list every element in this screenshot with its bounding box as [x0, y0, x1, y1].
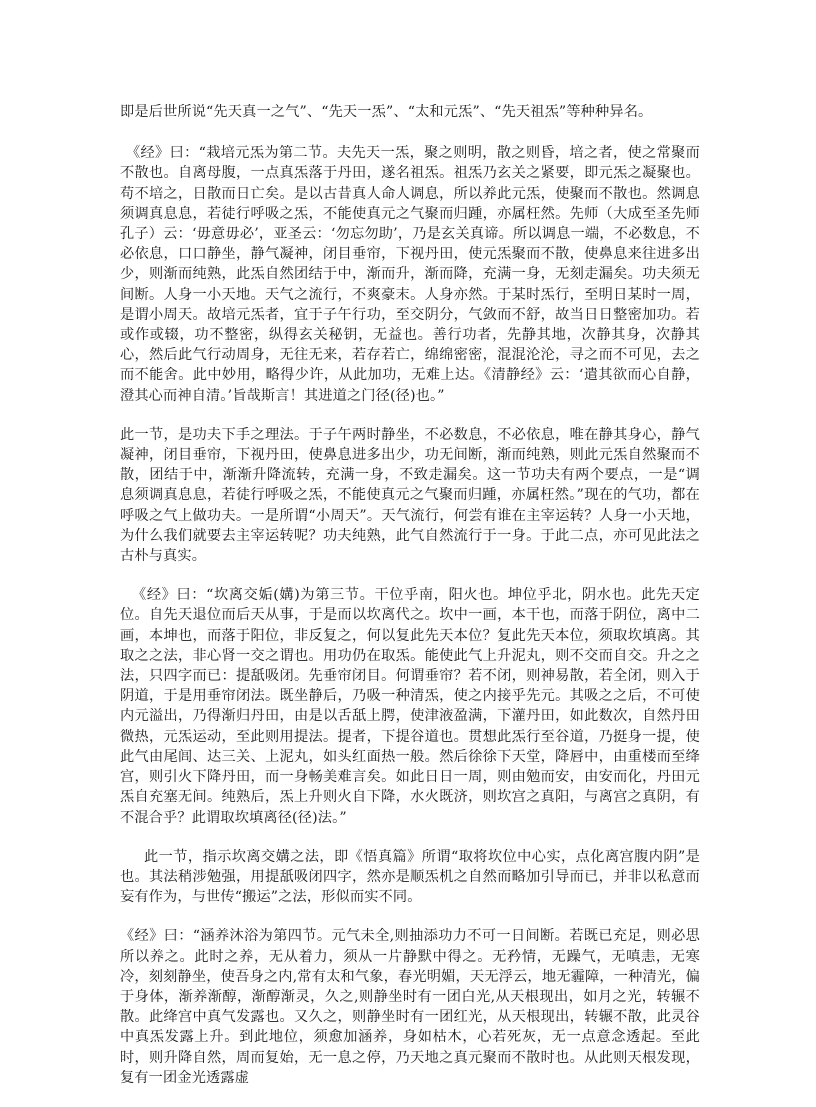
document-page — [120, 102, 700, 1107]
paragraph-section-two-commentary: 此一节，是功夫下手之理法。于子午两时静坐，不必数息，不必依息，唯在静其身心，静气凝神，闭目垂帘，下视丹田，使鼻息进多出少，功无间断，渐而纯熟，则此元炁自然聚而不散，团结于中，渐渐升降流转，充满一身，不致走漏矣。这一节功夫有两个要点，一是“调息须调真息息，若徒行呼吸之炁，不能使真元之气聚而归踵，亦属枉然。”现在的气功，都在呼吸之气上做功夫。一是所谓“小周天”。天气流行，何尝有谁在主宰运转？人身一小天地，为什么我们就要去主宰运转呢？功夫纯熟，此气自然流行于一身。于此二点，亦可见此法之古朴与真实。 — [120, 426, 700, 565]
paragraph-intro-names: 即是后世所说“先天真一之气”、“先天一炁”、“太和元炁”、“先天祖炁”等种种异名。 — [120, 104, 653, 120]
paragraph-section-four-scripture: 《经》曰：“涵养沐浴为第四节。元气未全,则抽添功力不可一日间断。若既已充足，则必思所以养之。此时之养，无从着力，须从一片静默中得之。无矜情，无躁气，无嗔恚，无寒冷，刻刻静坐，使吾身之内,常有太和气象，春光明媚，天无浮云，地无霾障，一种清光，偏于身体，渐养渐醇，渐醇渐灵，久之,则静坐时有一团白光,从天根现出，如月之光，转辗不散。此绛宫中真气发露也。又久之，则静坐时有一团红光，从天根现出，转辗不散，此灵谷中真炁发露上升。到此地位，须愈加涵养，身如枯木，心若死灰，无一点意念透起。至此时，则升降自然，周而复始，无一息之停，乃天地之真元聚而不散时也。从此则天根发现，复有一团金光透露虚 — [120, 928, 700, 1086]
paragraph-section-three-scripture: 《经》曰：“坎离交姤(媾)为第三节。干位乎南，阳火也。坤位乎北，阴水也。此先天定位。自先天退位而后天从事，于是而以坎离代之。坎中一画，本干也，而落于阴位，离中二画，本坤也，而落于阳位，非反复之，何以复此先天本位？复此先天本位，须取坎填离。其取之之法，非心肾一交之谓也。用功仍在取炁。能使此气上升泥丸，则不交而自交。升之之法，只四字而已：提舐吸闭。先垂帘闭目。何谓垂帘？若不闭，则神易散，若全闭，则入于阴道，于是用垂帘闭法。既坐静后，乃吸一种清炁，使之内接乎先元。其吸之之后，不可使内元溢出，乃得渐归丹田，由是以舌舐上腭，使津液盈满，下灌丹田，如此数次，自然丹田微热，元炁运动，至此则用提法。提者，下提谷道也。贯想此炁行至谷道，乃挺身一提，使此气由尾闾、达三关、上泥丸，如头红面热一般。然后徐徐下天堂，降唇中，由重楼而至绛宫，则引火下降丹田，而一身畅美难言矣。如此日日一周，则由勉而安，由安而化，丹田元炁自充塞无间。纯熟后，炁上升则火自下降，水火既济，则坎宫之真阳，与离宫之真阴，有不混合乎？此谓取坎填离径(径)法。” — [120, 587, 700, 826]
paragraph-section-two-scripture: 《经》曰：“栽培元炁为第二节。夫先天一炁，聚之则明，散之则昏，培之者，使之常聚而不散也。自离母腹，一点真炁落于丹田，遂名祖炁。祖炁乃玄关之紧要，即元炁之凝聚也。苟不培之，日散而日亡矣。是以古昔真人命人调息，所以养此元炁，使聚而不散也。然调息须调真息息，若徒行呼吸之炁，不能使真元之气聚而归踵，亦属枉然。先师（大成至圣先师孔子）云：‘毋意毋必’，亚圣云：‘勿忘勿助’，乃是玄关真谛。所以调息一端，不必数息，不必依息，口口静坐，静气凝神，闭目垂帘，下视丹田，使元炁聚而不散，使鼻息来往进多出少，则渐而纯熟，此炁自然团结于中，渐而升，渐而降，充满一身，无刻走漏矣。功夫须无间断。人身一小天地。天气之流行，不爽豪末。人身亦然。于某时炁行，至明日某时一周，是谓小周天。故培元炁者，宜于子午行功，至交阴分，气敛而不舒，故当日日整密加功。若或作或辍，功不整密，纵得玄关秘钥，无益也。善行功者，先静其地，次静其身，次静其心，然后此气行动周身，无往无来，若存若亡，绵绵密密，混混沦沦，寻之而不可见，去之而不能舍。此中妙用，略得少许，从此加功，无难上达。《清静经》云：‘遣其欲而心自静，澄其心而神自清。’旨哉斯言！其进道之门径(径)也。” — [120, 145, 700, 404]
paragraph-section-three-commentary: 此一节，指示坎离交媾之法，即《悟真篇》所谓“取将坎位中心实，点化离宫腹内阴”是也。其法稍涉勉强，用提舐吸闭四字，然亦是顺炁机之自然而略加引导而已，并非以私意而妄有作为，与世传“搬运”之法，形似而实不同。 — [120, 848, 700, 906]
